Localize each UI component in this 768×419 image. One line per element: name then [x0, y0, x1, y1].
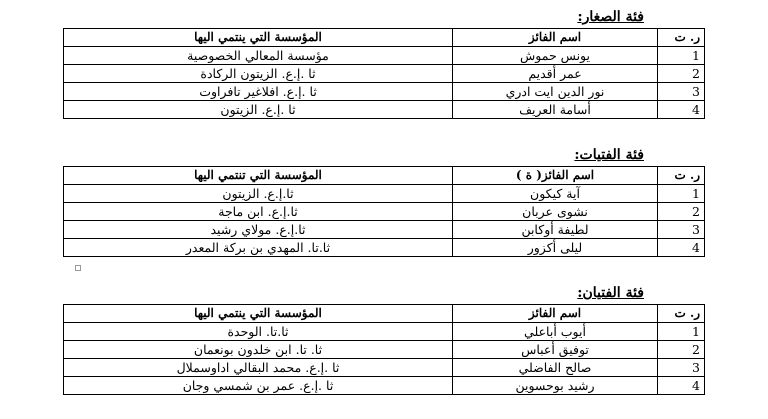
results-table-youngsters: [63, 28, 705, 119]
institution-cell: ثا .إ.ع. افلاغير تافراوت: [64, 83, 453, 101]
winner-name-cell: آية كيكون: [453, 185, 658, 203]
winner-name-cell: أسامة العريف: [453, 101, 658, 119]
institution-cell: ثا .إ.ع. عمر بن شمسي وجان: [64, 377, 453, 395]
rank-cell: 4: [658, 377, 705, 395]
header-winner-name: اسم الفائز: [453, 305, 658, 323]
table-header-row: [64, 305, 705, 323]
header-institution: المؤسسة التي تنتمي اليها: [64, 167, 453, 185]
institution-cell: ثا.تا. الوحدة: [64, 323, 453, 341]
rank-cell: 2: [658, 203, 705, 221]
rank-cell: 4: [658, 101, 705, 119]
institution-cell: ثا .إ.ع. محمد البقالي اداوسملال: [64, 359, 453, 377]
winner-name-cell: توفيق أعباس: [453, 341, 658, 359]
rank-cell: 3: [658, 221, 705, 239]
rank-cell: 2: [658, 341, 705, 359]
table-row: [64, 359, 705, 377]
section-title-boys: فئة الفتيان:: [577, 285, 644, 301]
winner-name-cell: صالح الفاضلي: [453, 359, 658, 377]
winner-name-cell: ليلى أكزور: [453, 239, 658, 257]
winner-name-cell: نور الدين ايت ادري: [453, 83, 658, 101]
header-institution: المؤسسة التي ينتمي اليها: [64, 29, 453, 47]
rank-cell: 1: [658, 47, 705, 65]
header-winner-name: اسم الفائز( ة ): [453, 167, 658, 185]
table-row: [64, 101, 705, 119]
rank-cell: 3: [658, 359, 705, 377]
table-row: [64, 185, 705, 203]
winner-name-cell: عمر أقديم: [453, 65, 658, 83]
winner-name-cell: لطيفة أوكابن: [453, 221, 658, 239]
table-row: [64, 377, 705, 395]
header-rank: ر. ت: [658, 29, 705, 47]
rank-cell: 4: [658, 239, 705, 257]
institution-cell: ثا .إ.ع. الزيتون: [64, 101, 453, 119]
institution-cell: ثا.تا. المهدي بن بركة المعدر: [64, 239, 453, 257]
institution-cell: ثا.إ.ع. ابن ماجة: [64, 203, 453, 221]
table-row: [64, 203, 705, 221]
table-header-row: [64, 29, 705, 47]
table-row: [64, 221, 705, 239]
rank-cell: 2: [658, 65, 705, 83]
header-rank: ر. ت: [658, 305, 705, 323]
header-institution: المؤسسة التي ينتمي اليها: [64, 305, 453, 323]
institution-cell: ثا.إ.ع. الزيتون: [64, 185, 453, 203]
institution-cell: ثا .إ.ع. الزيتون الركادة: [64, 65, 453, 83]
section-title-youngsters: فئة الصغار:: [577, 9, 644, 25]
table-row: [64, 47, 705, 65]
table-header-row: [64, 167, 705, 185]
results-table-boys: [63, 304, 705, 395]
results-table-girls: [63, 166, 705, 257]
winner-name-cell: نشوى عربان: [453, 203, 658, 221]
institution-cell: مؤسسة المعالي الخصوصية: [64, 47, 453, 65]
header-rank: ر. ت: [658, 167, 705, 185]
institution-cell: ثا. تا. ابن خلدون بونعمان: [64, 341, 453, 359]
table-row: [64, 323, 705, 341]
table-row: [64, 83, 705, 101]
header-winner-name: اسم الفائز: [453, 29, 658, 47]
table-row: [64, 239, 705, 257]
table-row: [64, 341, 705, 359]
winner-name-cell: أيوب أباعلي: [453, 323, 658, 341]
table-row: [64, 65, 705, 83]
winner-name-cell: رشيد بوحسوين: [453, 377, 658, 395]
object-anchor-marker: [75, 265, 81, 271]
rank-cell: 1: [658, 185, 705, 203]
winner-name-cell: يونس حموش: [453, 47, 658, 65]
rank-cell: 1: [658, 323, 705, 341]
section-title-girls: فئة الفتيات:: [574, 147, 644, 163]
institution-cell: ثا.إ.ع. مولاي رشيد: [64, 221, 453, 239]
rank-cell: 3: [658, 83, 705, 101]
